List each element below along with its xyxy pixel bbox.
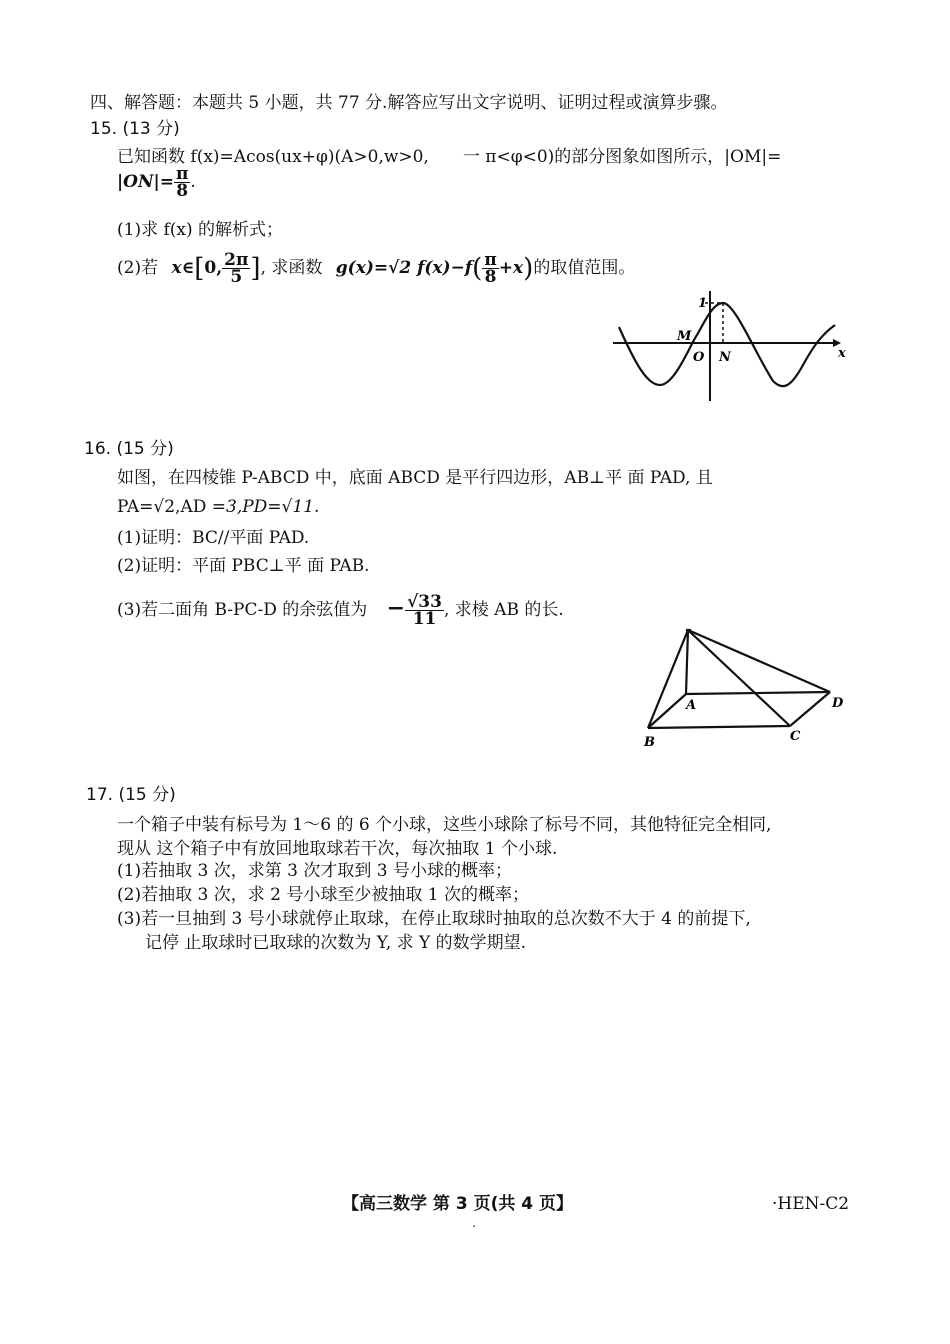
graph-label-o: O	[693, 350, 705, 365]
q17-part3b: 记停 止取球时已取球的次数为 Y, 求 Y 的数学期望.	[145, 933, 527, 953]
footer-page-number: 【高三数学 第 3 页(共 4 页】	[342, 1194, 574, 1214]
q15-function-graph	[605, 283, 850, 405]
q16-pyramid-figure	[640, 622, 855, 750]
q17-part3a: (3)若一旦抽到 3 号小球就停止取球，在停止取球时抽取的总次数不大于 4 的前提下,	[117, 909, 751, 929]
q16-cosine-fraction: $\frac{√33}{11}$	[407, 592, 442, 629]
q15-line2: |ON|= $\frac{\pi}{8}$ .	[117, 164, 196, 201]
q16-line2: PA=√2,AD =3,PD=√11.	[117, 497, 320, 517]
section-heading: 四、解答题：本题共 5 小题，共 77 分.解答应写出文字说明、证明过程或演算步骤。	[90, 93, 728, 113]
q16-line1: 如图，在四棱锥 P-ABCD 中，底面 ABCD 是平行四边形，AB⊥平 面 PAD, 且	[117, 468, 713, 488]
figure-label-d: D	[832, 696, 844, 711]
q16-part1: (1)证明：BC//平面 PAD.	[117, 528, 310, 548]
footer-dot: .	[472, 1216, 476, 1230]
q16-part3: (3)若二面角 B-PC-D 的余弦值为 − $\frac{√33}{11}$ , 求棱 AB 的长.	[117, 592, 564, 629]
footer-code: ·HEN-C2	[772, 1194, 850, 1214]
q17-part2: (2)若抽取 3 次，求 2 号小球至少被抽取 1 次的概率；	[117, 885, 529, 905]
q15-part2: (2)若 x∈[0, $\frac{2\pi}{5}$ ], 求函数 g(x)=√2 f(x)−f( $\frac{\pi}{8}$ +x)的取值范围。	[117, 250, 636, 287]
q15-part1: (1)求 f(x) 的解析式；	[117, 220, 284, 240]
q15-interval-fraction: $\frac{2\pi}{5}$	[224, 250, 249, 287]
graph-label-1: 1	[698, 296, 708, 311]
q17-line2: 现从 这个箱子中有放回地取球若干次，每次抽取 1 个小球.	[117, 839, 558, 859]
q17-line1: 一个箱子中装有标号为 1～6 的 6 个小球，这些小球除了标号不同，其他特征完全相同,	[117, 815, 772, 835]
q17-part1: (1)若抽取 3 次，求第 3 次才取到 3 号小球的概率；	[117, 861, 512, 881]
q15-on-label: |ON|=	[117, 172, 174, 192]
q17-header: 17. (15 分)	[86, 785, 176, 805]
figure-label-a: A	[686, 698, 697, 713]
figure-label-c: C	[790, 729, 801, 744]
graph-label-x: x	[838, 346, 846, 361]
q15-header: 15. (13 分)	[90, 119, 180, 139]
q15-on-fraction: $\frac{\pi}{8}$	[175, 164, 189, 201]
q16-header: 16. (15 分)	[84, 439, 174, 459]
q15-arg-fraction: $\frac{\pi}{8}$	[484, 250, 497, 287]
q16-part2: (2)证明：平面 PBC⊥平 面 PAB.	[117, 556, 370, 576]
figure-label-b: B	[644, 735, 655, 750]
graph-label-n: N	[719, 350, 731, 365]
q15-line1: 已知函数 f(x)=Acos(ux+φ)(A>0,w>0, 一 π<φ<0)的部分图象如图所示，|OM|=	[117, 147, 782, 167]
graph-label-m: M	[677, 329, 692, 344]
